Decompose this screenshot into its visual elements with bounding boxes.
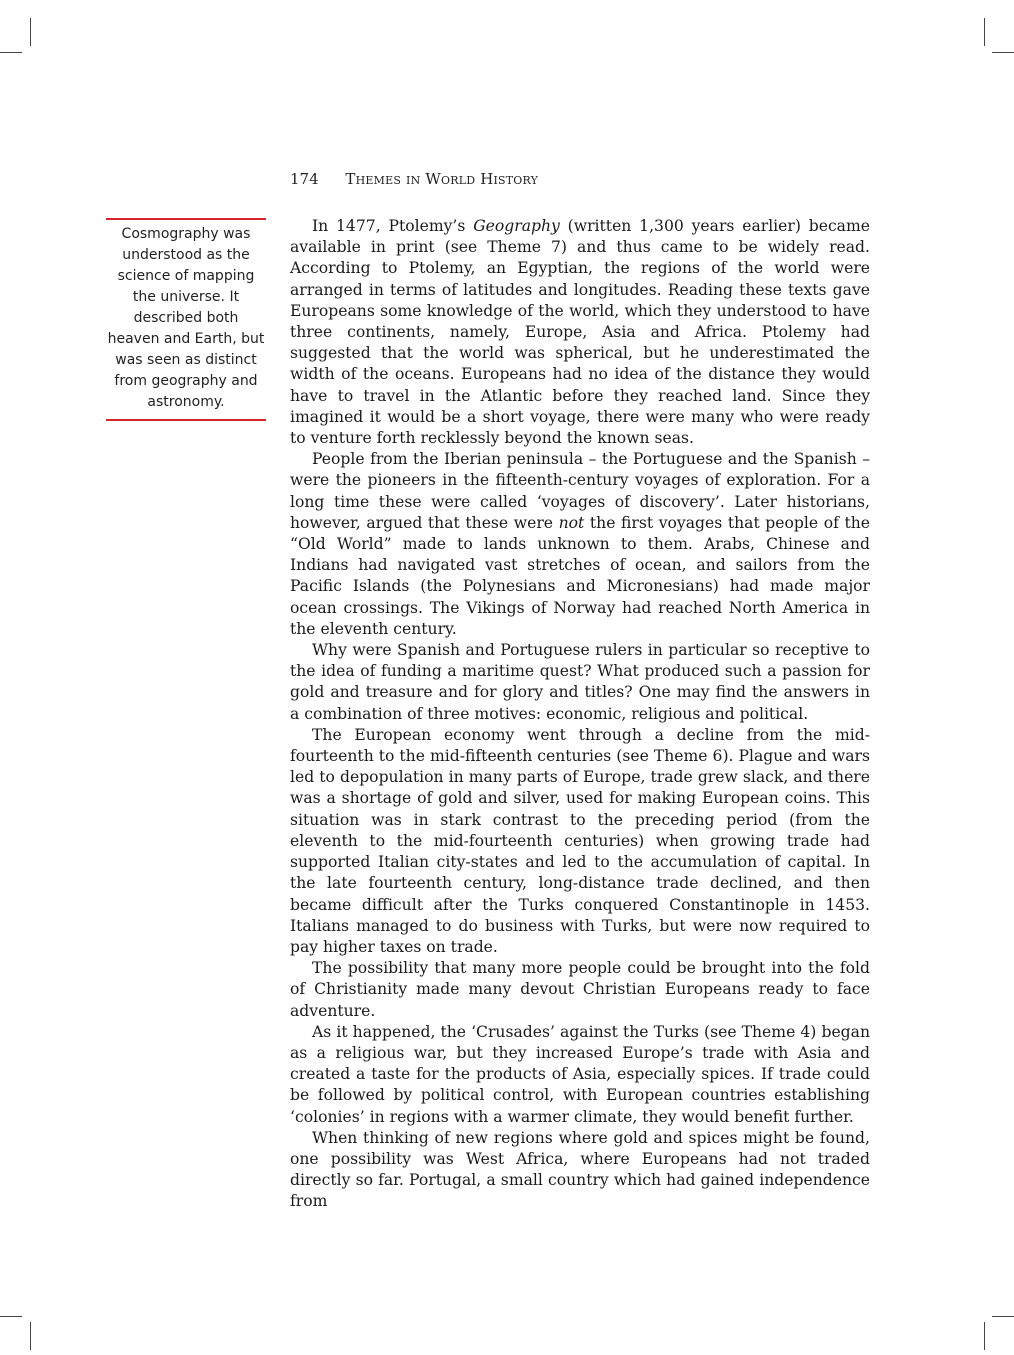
main-text-column bbox=[290, 216, 870, 1213]
paragraph-3 bbox=[290, 640, 870, 725]
paragraph-5 bbox=[290, 958, 870, 1022]
crop-mark-top-right-horizontal bbox=[992, 52, 1014, 53]
paragraph-text: In 1477, Ptolemy’s bbox=[312, 217, 474, 235]
page-number: 174 bbox=[290, 170, 319, 188]
crop-mark-bottom-right-horizontal bbox=[992, 1316, 1014, 1317]
crop-mark-bottom-left-horizontal bbox=[0, 1316, 22, 1317]
paragraph-7 bbox=[290, 1128, 870, 1213]
paragraph-text: As it happened, the ‘Crusades’ against the Turks (see Theme 4) began as a religious war, but they increased Europe’s trade with Asia and created a taste for the products of Asia, especially spices. If trade could be followed by political control, with European countries establishing ‘colonies’ in regions with a warmer climate, they would benefit further. bbox=[290, 1022, 870, 1126]
crop-mark-top-right-vertical bbox=[984, 18, 985, 46]
crop-mark-bottom-left-vertical bbox=[30, 1322, 31, 1350]
paragraph-6 bbox=[290, 1022, 870, 1128]
paragraph-1 bbox=[290, 216, 870, 449]
paragraph-text: The possibility that many more people could be brought into the fold of Christianity made many devout Christian Europeans ready to face adventure. bbox=[290, 959, 870, 1020]
paragraph-text: Why were Spanish and Portuguese rulers in particular so receptive to the idea of funding a maritime quest? What produced such a passion for gold and treasure and for glory and titles? One may find the answers in a combination of three motives: economic, religious and political. bbox=[290, 641, 870, 723]
running-head bbox=[290, 170, 538, 188]
crop-mark-top-left-horizontal bbox=[0, 52, 22, 53]
margin-note-text: Cosmography was understood as the science of mapping the universe. It described both heaven and Earth, but was seen as distinct from geography and astronomy. bbox=[107, 226, 265, 410]
paragraph-text: the first voyages that people of the “Old World” made to lands unknown to them. Arabs, Chinese and Indians had navigated vast stretches of ocean, and sailors from the Pacific Islands (the Polynesians and Micronesians) had made major ocean crossings. The Vikings of Norway had reached North America in the eleventh century. bbox=[290, 513, 870, 638]
emphasis: not bbox=[558, 513, 585, 532]
crop-mark-top-left-vertical bbox=[30, 18, 31, 46]
emphasis: Geography bbox=[473, 217, 560, 235]
crop-mark-bottom-right-vertical bbox=[984, 1322, 985, 1350]
book-title: Themes in World History bbox=[345, 170, 539, 188]
paragraph-text: (written 1,300 years earlier) became available in print (see Theme 7) and thus came to be widely read. According to Ptolemy, an Egyptian, the regions of the world were arranged in terms of latitudes and longitudes. Reading these texts gave Europeans some knowledge of the world, which they understood to have three continents, namely, Europe, Asia and Africa. Ptolemy had suggested that the world was spherical, but he underestimated the width of the oceans. Europeans had no idea of the distance they would have to travel in the Atlantic before they reached land. Since they imagined it would be a short voyage, there were many who were ready to venture forth recklessly beyond the known seas. bbox=[290, 217, 870, 448]
paragraph-2 bbox=[290, 449, 870, 640]
paragraph-4 bbox=[290, 725, 870, 958]
paragraph-text: People from the Iberian peninsula – the Portuguese and the Spanish – were the pioneers in the fifteenth-century voyages of exploration. For a long time these were called ‘voyages of discovery’. Later historians, however, argued that these were bbox=[290, 450, 870, 532]
paragraph-text: When thinking of new regions where gold and spices might be found, one possibility was West Africa, where Europeans had not traded directly so far. Portugal, a small country which had gained independence from bbox=[290, 1128, 870, 1211]
margin-note-cosmography bbox=[106, 218, 266, 421]
paragraph-text: The European economy went through a decline from the mid-fourteenth to the mid-fifteenth centuries (see Theme 6). Plague and wars led to depopulation in many parts of Europe, trade grew slack, and there was a shortage of gold and silver, used for making European coins. This situation was in stark contrast to the preceding period (from the eleventh to the mid-fourteenth centuries) when growing trade had supported Italian city-states and led to the accumulation of capital. In the late fourteenth century, long-distance trade declined, and then became difficult after the Turks conquered Constantinople in 1453. Italians managed to do business with Turks, but were now required to pay higher taxes on trade. bbox=[290, 725, 870, 956]
